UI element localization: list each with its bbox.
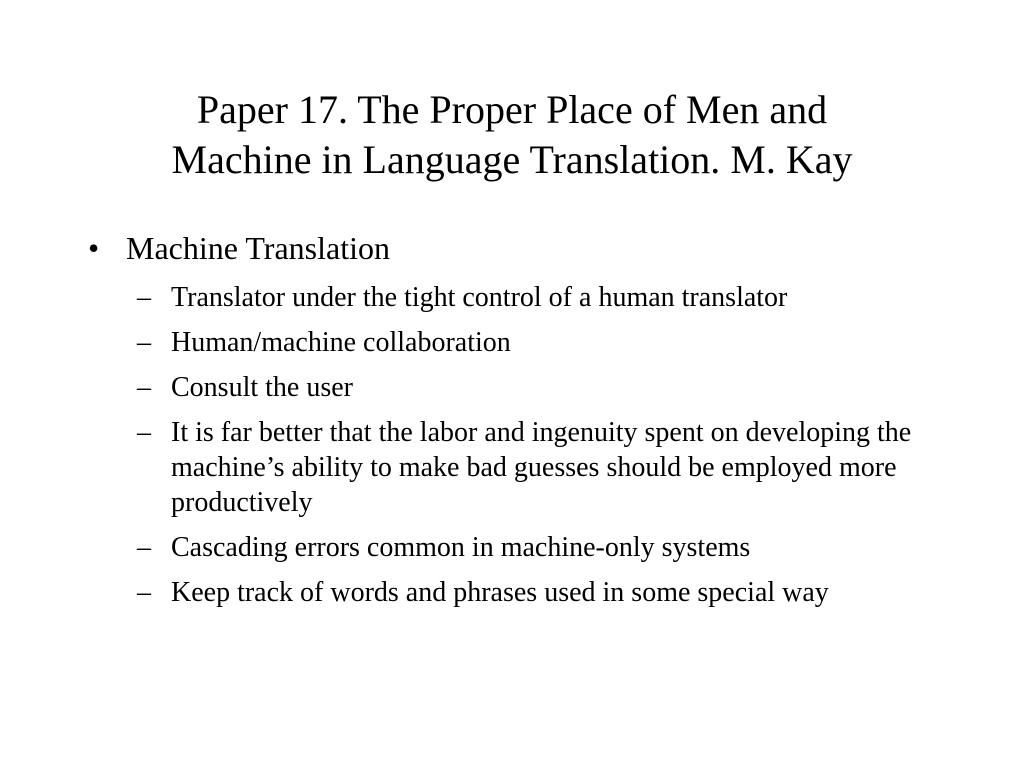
main-bullet [88, 228, 390, 268]
sub-bullet-item [137, 280, 937, 315]
sub-bullet-text: Translator under the tight control of a human translator [171, 282, 788, 313]
sub-bullet-list [137, 280, 937, 620]
dash-marker: – [137, 417, 151, 448]
sub-bullet-text: Cascading errors common in machine-only systems [171, 532, 751, 563]
sub-bullet-item [137, 415, 937, 520]
dash-marker: – [137, 577, 151, 608]
slide-title [60, 85, 964, 185]
sub-bullet-text: Keep track of words and phrases used in some special way [171, 577, 829, 608]
sub-bullet-text: Human/machine collaboration [171, 327, 511, 358]
main-bullet-text: Machine Translation [126, 230, 390, 266]
sub-bullet-item [137, 325, 937, 360]
dash-marker: – [137, 327, 151, 358]
sub-bullet-item [137, 530, 937, 565]
dash-marker: – [137, 282, 151, 313]
slide-title-line-1: Paper 17. The Proper Place of Men and [196, 87, 828, 132]
sub-bullet-text: Consult the user [171, 372, 353, 403]
sub-bullet-item [137, 575, 937, 610]
dash-marker: – [137, 372, 151, 403]
dash-marker: – [137, 532, 151, 563]
sub-bullet-text: It is far better that the labor and ingenuity spent on developing the machine’s ability to make bad guesses should be employed more productively [171, 417, 912, 518]
bullet-marker: • [88, 230, 100, 266]
sub-bullet-item [137, 370, 937, 405]
slide-title-line-2: Machine in Language Translation. M. Kay [171, 137, 853, 182]
